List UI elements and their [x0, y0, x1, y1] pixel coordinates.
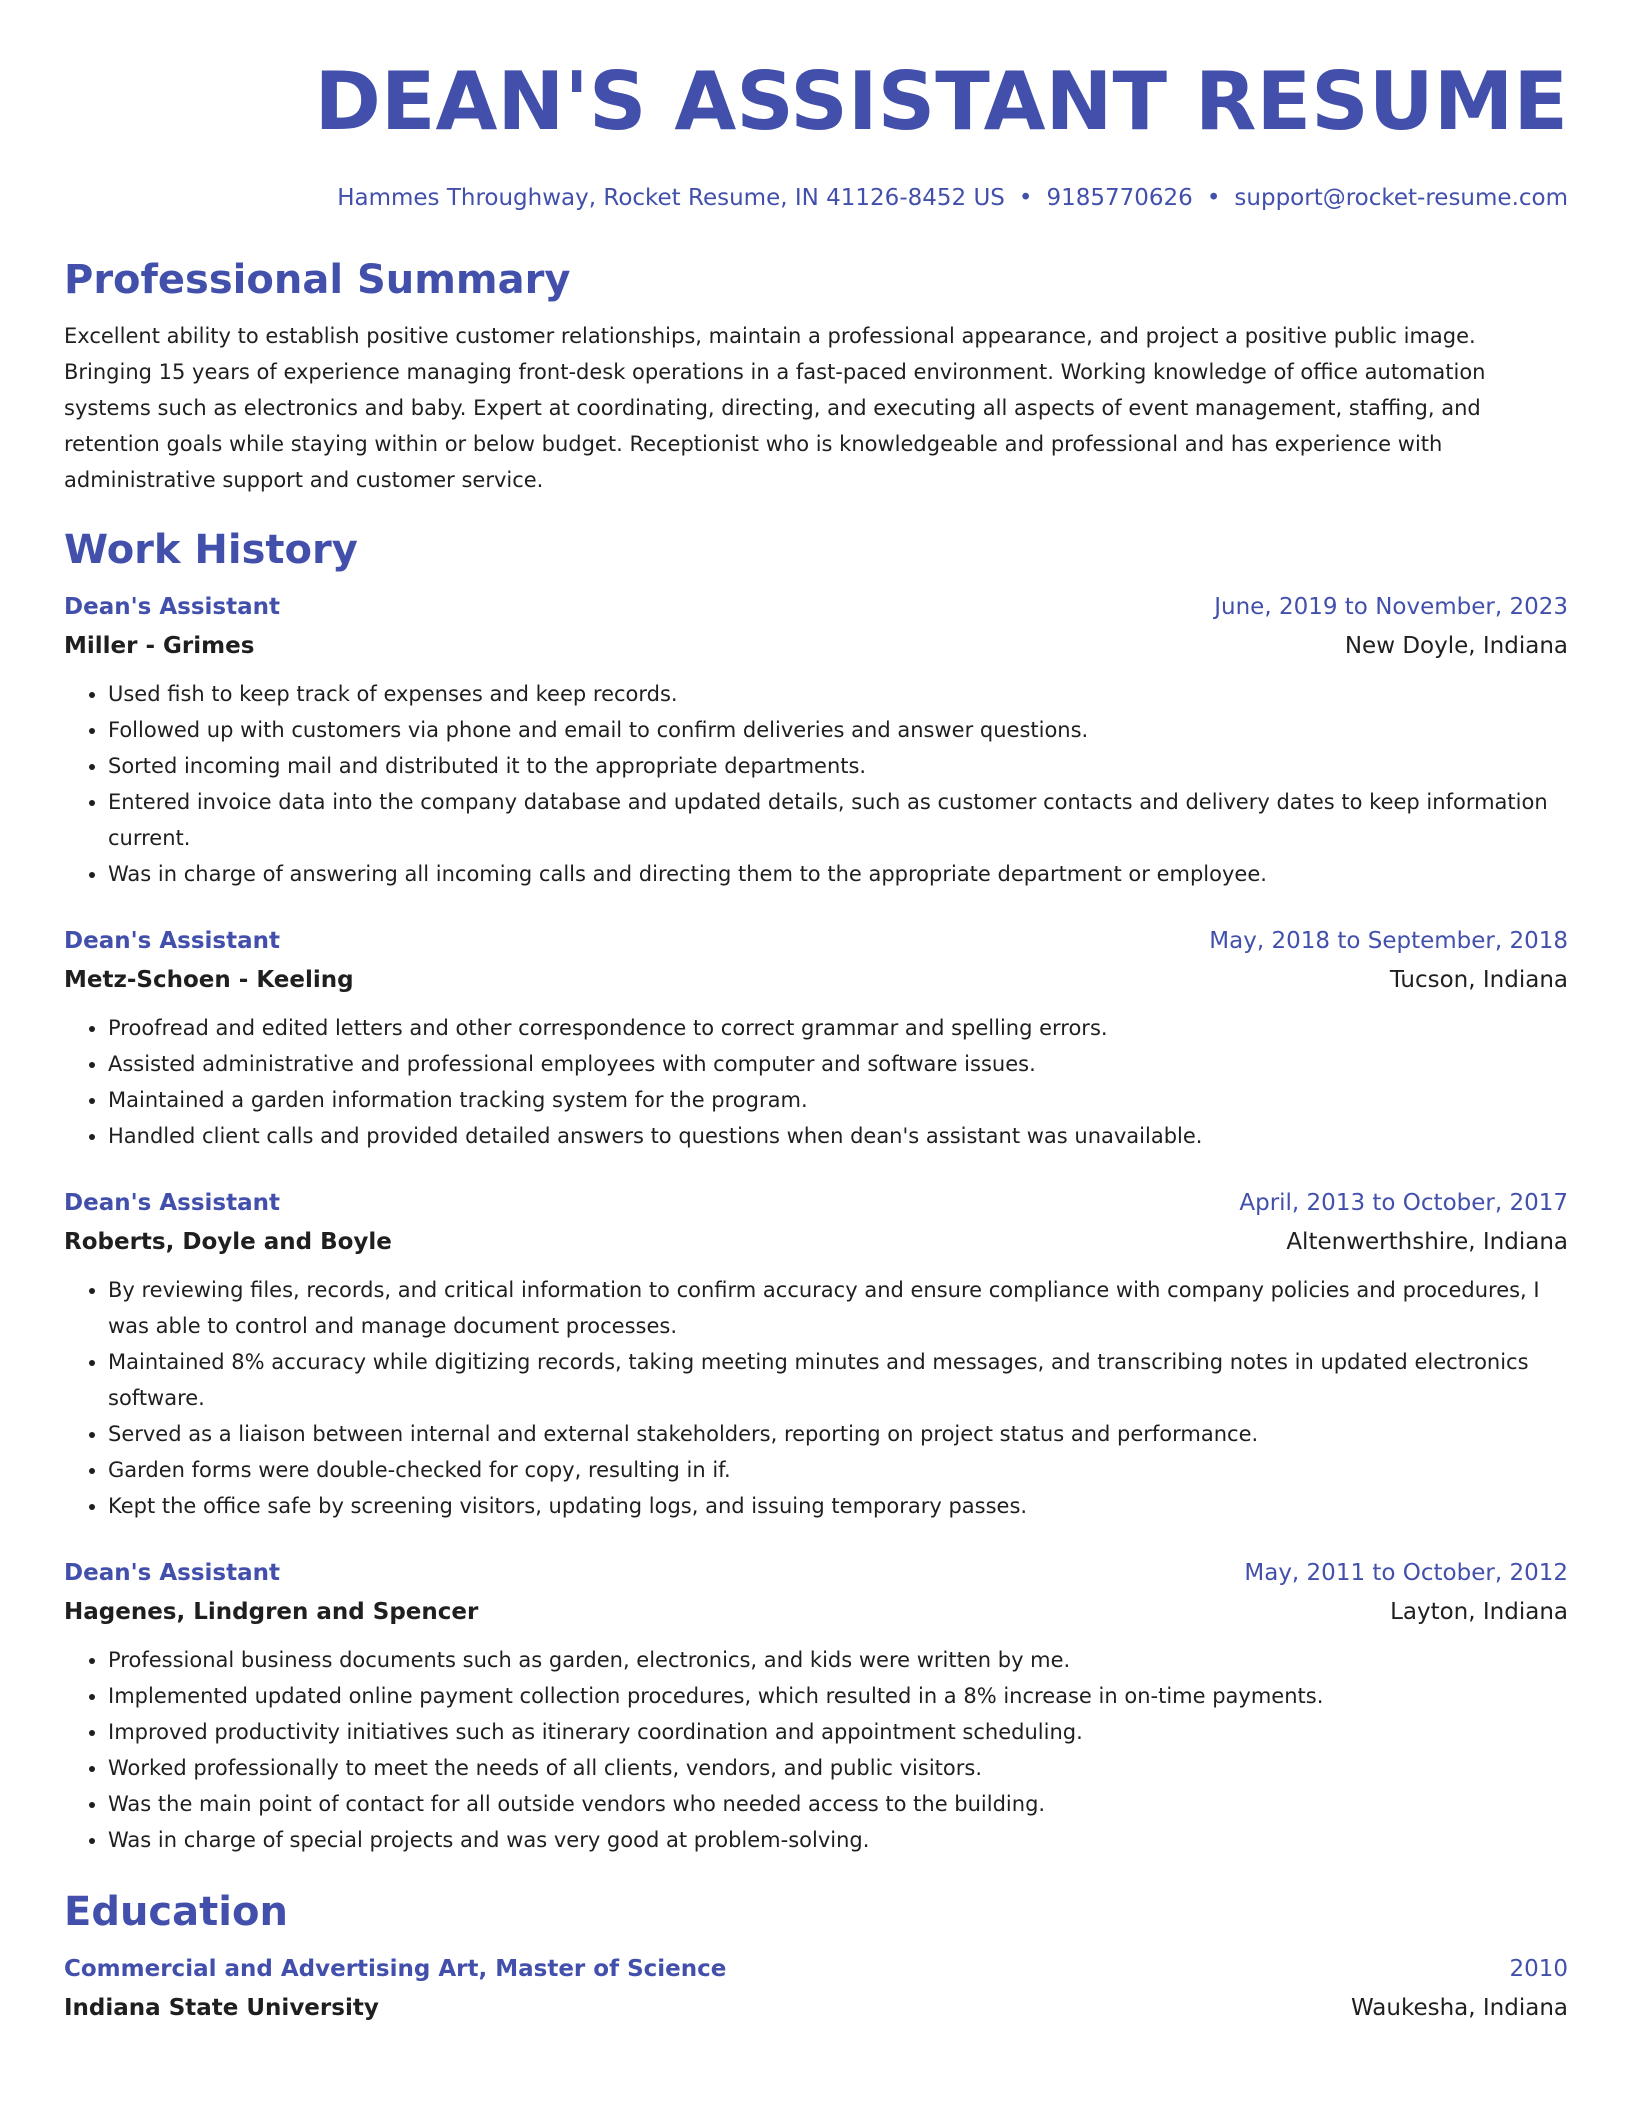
job-entry	[64, 1554, 1568, 1858]
job-bullets	[64, 1272, 1568, 1524]
job-bullet: • Followed up with customers via phone and email to confirm deliveries and answer questions.	[108, 712, 1568, 748]
job-bullet: • Used fish to keep track of expenses and keep records.	[108, 676, 1568, 712]
contact-address: Hammes Throughway, Rocket Resume, IN 41126-8452 US	[337, 185, 1005, 211]
education-location: Waukesha, Indiana	[1351, 1995, 1568, 2021]
education-school: Indiana State University	[64, 1995, 379, 2021]
contact-separator: •	[1018, 185, 1033, 211]
education-entry	[64, 1950, 1568, 2028]
job-bullets	[64, 1010, 1568, 1154]
job-bullet: • Proofread and edited letters and other correspondence to correct grammar and spelling errors.	[108, 1010, 1568, 1046]
work-history-heading: Work History	[64, 527, 358, 573]
job-title: Dean's Assistant	[64, 1560, 280, 1586]
contact-email: support@rocket-resume.com	[1234, 185, 1568, 211]
job-bullet: • Was in charge of answering all incoming calls and directing them to the appropriate department or employee.	[108, 856, 1568, 892]
job-bullet: • Kept the office safe by screening visitors, updating logs, and issuing temporary passes.	[108, 1488, 1568, 1524]
job-bullet: • Served as a liaison between internal and external stakeholders, reporting on project status and performance.	[108, 1416, 1568, 1452]
job-location: Tucson, Indiana	[1389, 967, 1568, 993]
job-bullet: • Improved productivity initiatives such as itinerary coordination and appointment scheduling.	[108, 1714, 1568, 1750]
job-location: New Doyle, Indiana	[1344, 633, 1568, 659]
education-heading: Education	[64, 1889, 288, 1935]
summary-heading: Professional Summary	[64, 257, 571, 303]
job-bullet: • Implemented updated online payment collection procedures, which resulted in a 8% increase in on-time payments.	[108, 1678, 1568, 1714]
job-dates: May, 2018 to September, 2018	[1209, 928, 1568, 954]
job-bullet: • Was in charge of special projects and was very good at problem-solving.	[108, 1822, 1568, 1858]
resume-page	[64, 50, 1568, 2028]
contact-line	[64, 180, 1568, 216]
job-location: Layton, Indiana	[1390, 1599, 1568, 1625]
job-company: Roberts, Doyle and Boyle	[64, 1229, 392, 1255]
job-company: Miller - Grimes	[64, 633, 255, 659]
job-title: Dean's Assistant	[64, 594, 280, 620]
job-bullet: • Garden forms were double-checked for copy, resulting in if.	[108, 1452, 1568, 1488]
job-bullet: • Sorted incoming mail and distributed it to the appropriate departments.	[108, 748, 1568, 784]
job-bullet: • Maintained 8% accuracy while digitizing records, taking meeting minutes and messages, and transcribing notes in updated electronics software.	[108, 1344, 1568, 1416]
summary-text: Excellent ability to establish positive customer relationships, maintain a professional appearance, and project a positive public image. Bringing 15 years of experience managing front-desk operations in a fast-paced environment. Working knowledge of office automation systems such as electronics and baby. Expert at coordinating, directing, and executing all aspects of event management, staffing, and retention goals while staying within or below budget. Receptionist who is knowledgeable and professional and has experience with administrative support and customer service.	[64, 324, 1486, 492]
job-bullets	[64, 1642, 1568, 1858]
job-title: Dean's Assistant	[64, 928, 280, 954]
contact-phone: 9185770626	[1046, 185, 1193, 211]
job-entry	[64, 588, 1568, 892]
job-bullet: • Entered invoice data into the company database and updated details, such as customer contacts and delivery dates to keep information current.	[108, 784, 1568, 856]
job-dates: June, 2019 to November, 2023	[1214, 594, 1568, 620]
job-bullet: • Professional business documents such as garden, electronics, and kids were written by me.	[108, 1642, 1568, 1678]
job-bullet: • By reviewing files, records, and critical information to confirm accuracy and ensure compliance with company policies and procedures, I was able to control and manage document processes.	[108, 1272, 1568, 1344]
job-location: Altenwerthshire, Indiana	[1286, 1229, 1568, 1255]
job-bullet: • Was the main point of contact for all outside vendors who needed access to the building.	[108, 1786, 1568, 1822]
job-bullet: • Assisted administrative and professional employees with computer and software issues.	[108, 1046, 1568, 1082]
job-dates: April, 2013 to October, 2017	[1239, 1190, 1568, 1216]
job-company: Metz-Schoen - Keeling	[64, 967, 354, 993]
job-entry	[64, 922, 1568, 1154]
job-entry	[64, 1184, 1568, 1524]
resume-title: DEAN'S ASSISTANT RESUME	[314, 55, 1568, 148]
job-bullet: • Worked professionally to meet the needs of all clients, vendors, and public visitors.	[108, 1750, 1568, 1786]
education-degree: Commercial and Advertising Art, Master of Science	[64, 1956, 727, 1982]
job-bullets	[64, 676, 1568, 892]
contact-separator: •	[1206, 185, 1221, 211]
job-bullet: • Maintained a garden information tracking system for the program.	[108, 1082, 1568, 1118]
job-bullet: • Handled client calls and provided detailed answers to questions when dean's assistant was unavailable.	[108, 1118, 1568, 1154]
job-title: Dean's Assistant	[64, 1190, 280, 1216]
job-company: Hagenes, Lindgren and Spencer	[64, 1599, 479, 1625]
education-year: 2010	[1509, 1956, 1568, 1982]
job-dates: May, 2011 to October, 2012	[1244, 1560, 1568, 1586]
